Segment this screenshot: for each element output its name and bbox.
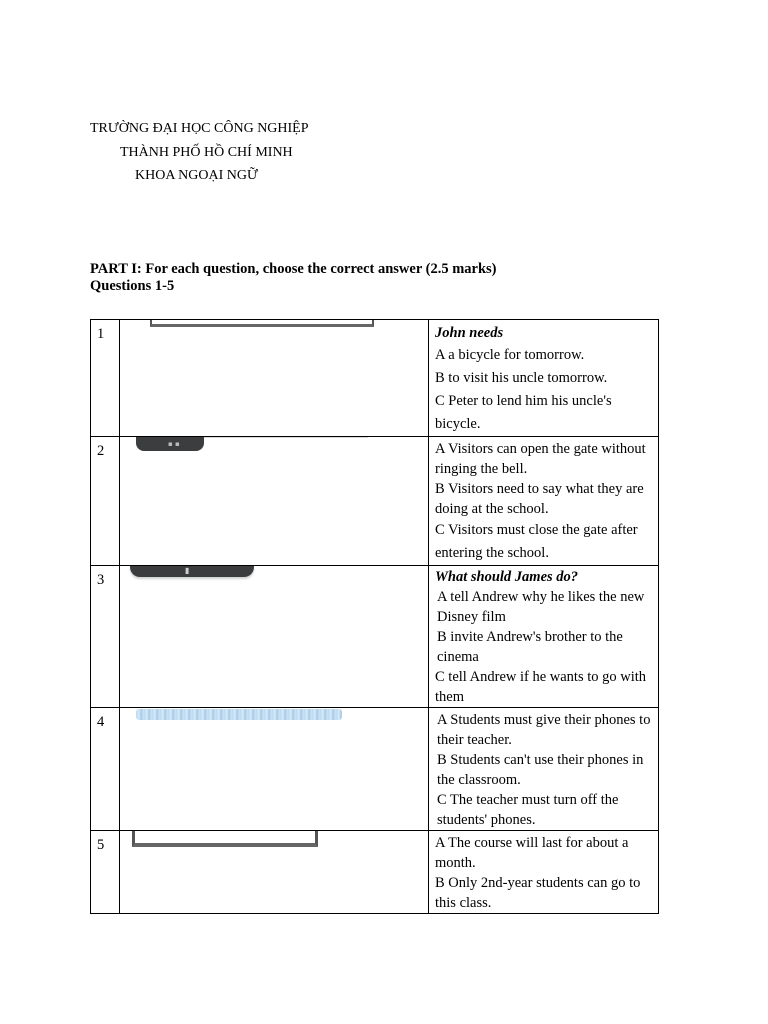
question-number: 3: [91, 566, 120, 708]
table-row: [91, 320, 659, 437]
image-border: [204, 437, 368, 438]
table-row: [91, 566, 659, 708]
question-stem: John needs: [435, 325, 504, 341]
option-c[interactable]: C Peter to lend him his uncle's bicycle.: [435, 393, 612, 432]
option-c[interactable]: C Visitors must close the gate after entering the school.: [435, 522, 638, 561]
table-row: [91, 831, 659, 914]
questions-range: Questions 1-5: [90, 278, 175, 294]
option-a[interactable]: A tell Andrew why he likes the new Disney film: [437, 589, 645, 625]
question-image: [120, 708, 429, 831]
question-number: 4: [91, 708, 120, 831]
option-b[interactable]: B Visitors need to say what they are doing at the school.: [435, 481, 644, 517]
phone-button-icon: ▮: [185, 566, 190, 575]
option-a[interactable]: A The course will last for about a month.: [435, 835, 629, 871]
option-b[interactable]: B Students can't use their phones in the classroom.: [437, 752, 644, 788]
faculty-name: KHOA NGOẠI NGỮ: [135, 168, 258, 183]
option-b[interactable]: B invite Andrew's brother to the cinema: [437, 629, 623, 665]
question-number: 2: [91, 437, 120, 566]
option-a[interactable]: A a bicycle for tomorrow.: [435, 347, 585, 363]
answer-options: [429, 437, 659, 566]
option-b[interactable]: B Only 2nd-year students can go to this class.: [435, 875, 641, 911]
questions-table: [90, 319, 659, 914]
answer-options: [429, 320, 659, 437]
intercom-fragment: [136, 437, 204, 451]
table-row: [91, 437, 659, 566]
phone-fragment: [130, 566, 254, 577]
question-number: 5: [91, 831, 120, 914]
option-c[interactable]: C tell Andrew if he wants to go with them: [435, 669, 647, 705]
option-a[interactable]: A Students must give their phones to their teacher.: [437, 712, 651, 748]
question-number: 1: [91, 320, 120, 437]
city-name: THÀNH PHỐ HỒ CHÍ MINH: [120, 145, 293, 160]
university-name: TRƯỜNG ĐẠI HỌC CÔNG NGHIỆP: [90, 121, 309, 136]
part-title: PART I: For each question, choose the correct answer (2.5 marks): [90, 261, 497, 277]
answer-options: [429, 566, 659, 708]
answer-options: [429, 708, 659, 831]
sign-frame-fragment: [150, 320, 374, 327]
question-image: [120, 566, 429, 708]
option-b[interactable]: B to visit his uncle tomorrow.: [435, 370, 608, 386]
note-fragment: [136, 709, 342, 720]
question-stem: What should James do?: [435, 569, 579, 585]
question-image: [120, 437, 429, 566]
question-image: [120, 831, 429, 914]
question-image: [120, 320, 429, 437]
notice-frame-fragment: [132, 831, 318, 847]
answer-options: [429, 831, 659, 914]
button-icon: ▪ ▪: [168, 440, 180, 448]
option-a[interactable]: A Visitors can open the gate without ringing the bell.: [435, 441, 646, 477]
option-c[interactable]: C The teacher must turn off the students' phones.: [437, 792, 619, 828]
table-row: [91, 708, 659, 831]
